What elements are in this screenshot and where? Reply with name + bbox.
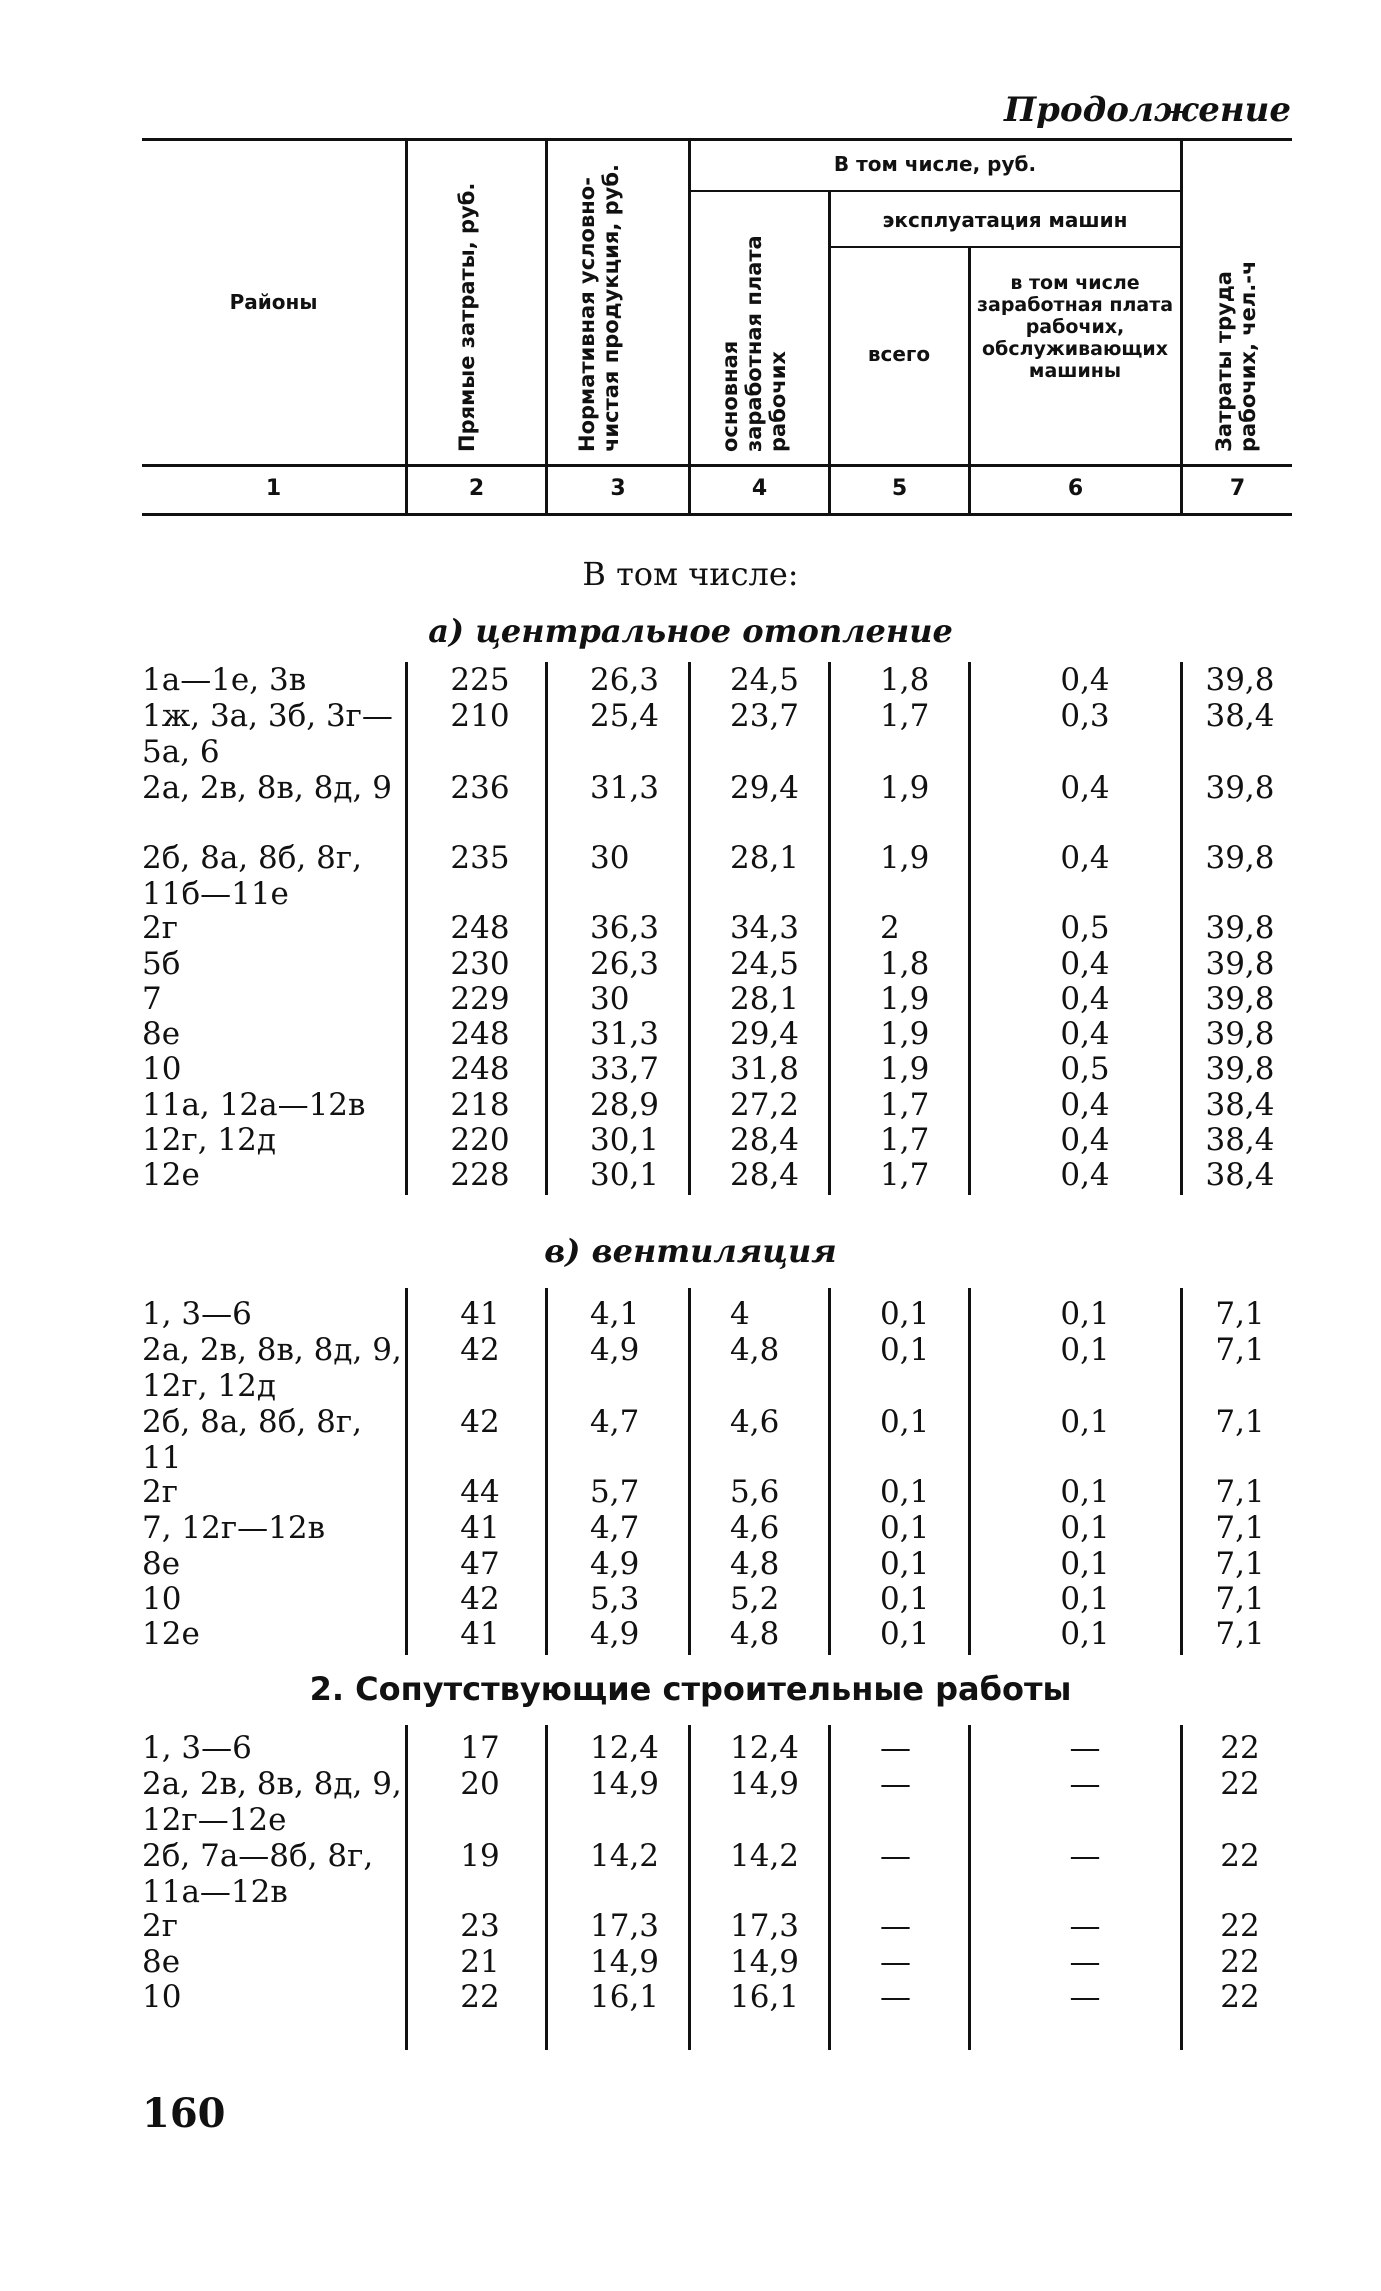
value-cell: 0,4 <box>1060 662 1110 698</box>
value-cell: — <box>1069 1908 1101 1944</box>
value-cell: 5,3 <box>590 1581 640 1617</box>
col-divider-5 <box>968 248 971 514</box>
col-num-4: 4 <box>751 476 768 501</box>
col-divider-6 <box>1180 140 1183 514</box>
value-cell: 14,9 <box>730 1944 800 1980</box>
value-cell: 0,3 <box>1060 698 1110 734</box>
region-cell: 11а, 12а—12в <box>142 1087 366 1123</box>
col-num-3: 3 <box>610 476 626 501</box>
value-cell: 16,1 <box>590 1979 660 2015</box>
region-cell: 2г <box>142 1474 178 1510</box>
region-cell: 2а, 2в, 8в, 8д, 9 <box>142 770 392 806</box>
value-cell: 14,9 <box>590 1944 660 1980</box>
region-cell: 1ж, 3а, 3б, 3г—5а, 6 <box>142 698 393 770</box>
section-col-divider <box>1180 662 1183 1195</box>
value-cell: 7,1 <box>1215 1404 1265 1440</box>
value-cell: 0,4 <box>1060 840 1110 876</box>
value-cell: 4,8 <box>730 1616 780 1652</box>
value-cell: 0,1 <box>880 1474 930 1510</box>
value-cell: 0,1 <box>880 1616 930 1652</box>
section-title: в) вентиляция <box>544 1232 837 1270</box>
value-cell: 0,4 <box>1060 1087 1110 1123</box>
value-cell: 229 <box>450 981 510 1017</box>
value-cell: 33,7 <box>590 1051 660 1087</box>
value-cell: 39,8 <box>1205 1051 1275 1087</box>
col-num-7: 7 <box>1229 476 1246 501</box>
value-cell: 0,1 <box>880 1546 930 1582</box>
value-cell: 0,1 <box>880 1332 930 1368</box>
value-cell: 1,9 <box>880 1051 930 1087</box>
value-cell: — <box>1069 1766 1101 1802</box>
value-cell: 0,1 <box>880 1296 930 1332</box>
value-cell: 28,1 <box>730 981 800 1017</box>
value-cell: 4 <box>730 1296 750 1332</box>
value-cell: 0,4 <box>1060 770 1110 806</box>
header-incl: В том числе, руб. <box>833 152 1037 176</box>
value-cell: 16,1 <box>730 1979 800 2015</box>
value-cell: 0,1 <box>880 1404 930 1440</box>
value-cell: 220 <box>450 1122 510 1158</box>
value-cell: — <box>880 1730 911 1766</box>
value-cell: 236 <box>450 770 510 806</box>
value-cell: — <box>880 1908 911 1944</box>
value-cell: 1,9 <box>880 1016 930 1052</box>
col-num-5: 5 <box>891 476 908 501</box>
value-cell: 4,6 <box>730 1404 780 1440</box>
value-cell: 2 <box>880 910 900 946</box>
value-cell: 4,9 <box>590 1616 640 1652</box>
region-cell: 1, 3—6 <box>142 1296 252 1332</box>
header-labor: Затраты труда рабочих, чел.-ч <box>1212 260 1260 452</box>
header-incl-wage: в том числе заработная плата рабочих, обслуживающих машины <box>976 272 1174 382</box>
value-cell: 1,9 <box>880 981 930 1017</box>
value-cell: 0,4 <box>1060 981 1110 1017</box>
col-num-1: 1 <box>265 476 282 501</box>
region-cell: 2а, 2в, 8в, 8д, 9, 12г, 12д <box>142 1332 402 1404</box>
value-cell: 12,4 <box>730 1730 800 1766</box>
header-direct-costs: Прямые затраты, руб. <box>455 182 479 452</box>
value-cell: 17 <box>460 1730 500 1766</box>
value-cell: 29,4 <box>730 770 800 806</box>
region-cell: 5б <box>142 946 181 982</box>
region-cell: 7 <box>142 981 162 1017</box>
value-cell: 38,4 <box>1205 698 1275 734</box>
value-cell: 0,1 <box>1060 1616 1110 1652</box>
value-cell: 228 <box>450 1157 510 1193</box>
value-cell: 42 <box>460 1404 500 1440</box>
value-cell: 0,5 <box>1060 1051 1110 1087</box>
value-cell: 0,4 <box>1060 1157 1110 1193</box>
value-cell: 0,4 <box>1060 1016 1110 1052</box>
value-cell: 1,7 <box>880 1087 930 1123</box>
value-cell: 7,1 <box>1215 1546 1265 1582</box>
value-cell: 0,1 <box>1060 1510 1110 1546</box>
value-cell: 7,1 <box>1215 1510 1265 1546</box>
value-cell: 1,9 <box>880 770 930 806</box>
header-regions: Районы <box>229 290 318 314</box>
value-cell: 23,7 <box>730 698 800 734</box>
value-cell: 41 <box>460 1510 500 1546</box>
col-divider-2 <box>545 140 548 514</box>
value-cell: 22 <box>1220 1766 1260 1802</box>
value-cell: 39,8 <box>1205 770 1275 806</box>
region-cell: 10 <box>142 1581 182 1617</box>
value-cell: 38,4 <box>1205 1087 1275 1123</box>
value-cell: 0,5 <box>1060 910 1110 946</box>
value-cell: 31,3 <box>590 770 660 806</box>
value-cell: 29,4 <box>730 1016 800 1052</box>
region-cell: 7, 12г—12в <box>142 1510 326 1546</box>
value-cell: 14,2 <box>590 1838 660 1874</box>
value-cell: 41 <box>460 1616 500 1652</box>
value-cell: 4,9 <box>590 1332 640 1368</box>
header-bottom-rule <box>142 513 1292 516</box>
value-cell: 7,1 <box>1215 1296 1265 1332</box>
header-top-rule <box>142 138 1292 141</box>
value-cell: 0,1 <box>1060 1404 1110 1440</box>
value-cell: 1,9 <box>880 840 930 876</box>
region-cell: 12е <box>142 1157 200 1193</box>
value-cell: 28,4 <box>730 1122 800 1158</box>
region-cell: 10 <box>142 1979 182 2015</box>
value-cell: 1,7 <box>880 1122 930 1158</box>
value-cell: 248 <box>450 1016 510 1052</box>
value-cell: 4,1 <box>590 1296 640 1332</box>
value-cell: 248 <box>450 1051 510 1087</box>
value-cell: 0,1 <box>880 1581 930 1617</box>
header-norm-product: Нормативная условно-чистая продукция, руб. <box>575 163 623 452</box>
value-cell: 22 <box>460 1979 500 2015</box>
value-cell: 4,6 <box>730 1510 780 1546</box>
section-title: а) центральное отопление <box>428 612 953 650</box>
value-cell: — <box>1069 1730 1101 1766</box>
value-cell: 0,1 <box>1060 1296 1110 1332</box>
value-cell: 44 <box>460 1474 500 1510</box>
value-cell: — <box>1069 1838 1101 1874</box>
region-cell: 8е <box>142 1944 181 1980</box>
value-cell: 30 <box>590 840 630 876</box>
value-cell: 22 <box>1220 1979 1260 2015</box>
value-cell: — <box>880 1838 911 1874</box>
value-cell: 225 <box>450 662 510 698</box>
value-cell: 20 <box>460 1766 500 1802</box>
value-cell: 5,6 <box>730 1474 780 1510</box>
region-cell: 2а, 2в, 8в, 8д, 9, 12г—12е <box>142 1766 402 1838</box>
value-cell: 39,8 <box>1205 981 1275 1017</box>
value-cell: — <box>1069 1944 1101 1980</box>
value-cell: 14,9 <box>590 1766 660 1802</box>
region-cell: 8е <box>142 1546 181 1582</box>
value-cell: 17,3 <box>590 1908 660 1944</box>
value-cell: 17,3 <box>730 1908 800 1944</box>
value-cell: 26,3 <box>590 946 660 982</box>
value-cell: — <box>880 1944 911 1980</box>
region-cell: 10 <box>142 1051 182 1087</box>
region-cell: 2б, 7а—8б, 8г, 11а—12в <box>142 1838 374 1910</box>
region-cell: 1, 3—6 <box>142 1730 252 1766</box>
region-cell: 12е <box>142 1616 200 1652</box>
section-col-divider <box>1180 1725 1183 2050</box>
value-cell: 22 <box>1220 1908 1260 1944</box>
value-cell: 4,9 <box>590 1546 640 1582</box>
value-cell: 39,8 <box>1205 662 1275 698</box>
value-cell: 39,8 <box>1205 910 1275 946</box>
value-cell: 5,7 <box>590 1474 640 1510</box>
value-cell: 1,8 <box>880 662 930 698</box>
incl-rule <box>690 190 1180 192</box>
value-cell: 4,7 <box>590 1404 640 1440</box>
value-cell: 14,9 <box>730 1766 800 1802</box>
region-cell: 2г <box>142 1908 178 1944</box>
region-cell: 2г <box>142 910 178 946</box>
value-cell: 12,4 <box>590 1730 660 1766</box>
value-cell: 0,1 <box>880 1510 930 1546</box>
value-cell: 30,1 <box>590 1157 660 1193</box>
value-cell: 31,3 <box>590 1016 660 1052</box>
page-number: 160 <box>142 2090 226 2137</box>
value-cell: 4,7 <box>590 1510 640 1546</box>
header-total: всего <box>867 342 931 366</box>
value-cell: 0,1 <box>1060 1474 1110 1510</box>
value-cell: 47 <box>460 1546 500 1582</box>
value-cell: 22 <box>1220 1838 1260 1874</box>
region-cell: 1а—1е, 3в <box>142 662 307 698</box>
continuation-label: Продолжение <box>1004 90 1291 130</box>
section-title: 2. Сопутствующие строительные работы <box>309 1670 1072 1708</box>
value-cell: 0,4 <box>1060 946 1110 982</box>
value-cell: 19 <box>460 1838 500 1874</box>
value-cell: 0,1 <box>1060 1581 1110 1617</box>
value-cell: 0,1 <box>1060 1332 1110 1368</box>
value-cell: 5,2 <box>730 1581 780 1617</box>
header-exploitation: эксплуатация машин <box>882 208 1128 232</box>
value-cell: 38,4 <box>1205 1122 1275 1158</box>
header-mid-rule <box>142 464 1292 467</box>
value-cell: 34,3 <box>730 910 800 946</box>
value-cell: — <box>880 1979 911 2015</box>
value-cell: 7,1 <box>1215 1581 1265 1617</box>
exploitation-rule <box>830 246 1180 248</box>
value-cell: 4,8 <box>730 1332 780 1368</box>
value-cell: 27,2 <box>730 1087 800 1123</box>
value-cell: 1,7 <box>880 1157 930 1193</box>
value-cell: 28,4 <box>730 1157 800 1193</box>
value-cell: 39,8 <box>1205 1016 1275 1052</box>
region-cell: 2б, 8а, 8б, 8г, 11 <box>142 1404 362 1476</box>
value-cell: 23 <box>460 1908 500 1944</box>
value-cell: 21 <box>460 1944 500 1980</box>
value-cell: 0,4 <box>1060 1122 1110 1158</box>
value-cell: 248 <box>450 910 510 946</box>
value-cell: 1,7 <box>880 698 930 734</box>
value-cell: 4,8 <box>730 1546 780 1582</box>
value-cell: 7,1 <box>1215 1332 1265 1368</box>
section-col-divider <box>1180 1288 1183 1655</box>
value-cell: 42 <box>460 1332 500 1368</box>
value-cell: 22 <box>1220 1730 1260 1766</box>
value-cell: 39,8 <box>1205 946 1275 982</box>
value-cell: 26,3 <box>590 662 660 698</box>
value-cell: 210 <box>450 698 510 734</box>
region-cell: 12г, 12д <box>142 1122 276 1158</box>
value-cell: 30,1 <box>590 1122 660 1158</box>
value-cell: 218 <box>450 1087 510 1123</box>
region-cell: 2б, 8а, 8б, 8г, 11б—11е <box>142 840 362 912</box>
incl-title: В том числе: <box>582 555 799 593</box>
value-cell: — <box>880 1766 911 1802</box>
value-cell: 14,2 <box>730 1838 800 1874</box>
value-cell: 24,5 <box>730 662 800 698</box>
value-cell: 1,8 <box>880 946 930 982</box>
value-cell: 7,1 <box>1215 1616 1265 1652</box>
value-cell: 30 <box>590 981 630 1017</box>
value-cell: 39,8 <box>1205 840 1275 876</box>
region-cell: 8е <box>142 1016 181 1052</box>
value-cell: 22 <box>1220 1944 1260 1980</box>
value-cell: 24,5 <box>730 946 800 982</box>
value-cell: 36,3 <box>590 910 660 946</box>
value-cell: 38,4 <box>1205 1157 1275 1193</box>
value-cell: 230 <box>450 946 510 982</box>
value-cell: 25,4 <box>590 698 660 734</box>
value-cell: 42 <box>460 1581 500 1617</box>
col-divider-1 <box>405 140 408 514</box>
value-cell: 31,8 <box>730 1051 800 1087</box>
value-cell: 28,1 <box>730 840 800 876</box>
value-cell: 7,1 <box>1215 1474 1265 1510</box>
value-cell: 235 <box>450 840 510 876</box>
col-num-2: 2 <box>468 476 485 501</box>
col-divider-3 <box>688 140 691 514</box>
value-cell: 41 <box>460 1296 500 1332</box>
value-cell: — <box>1069 1979 1101 2015</box>
value-cell: 0,1 <box>1060 1546 1110 1582</box>
header-wage: основная заработная плата рабочих <box>718 235 790 452</box>
col-num-6: 6 <box>1067 476 1084 501</box>
value-cell: 28,9 <box>590 1087 660 1123</box>
